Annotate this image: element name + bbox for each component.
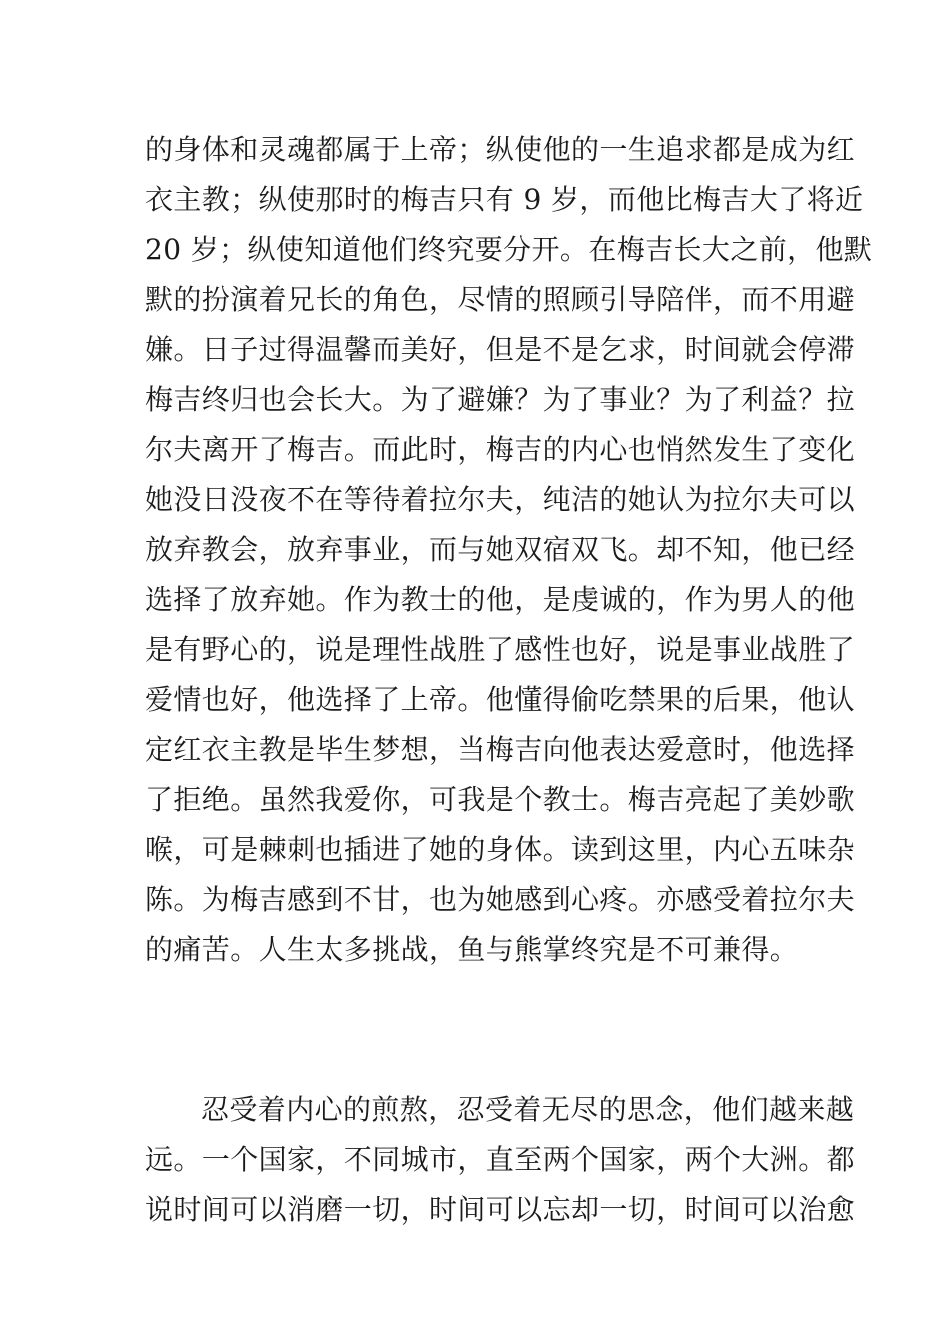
text-line: 的身体和灵魂都属于上帝；纵使他的一生追求都是成为红	[145, 133, 856, 166]
text-line: 定红衣主教是毕生梦想，当梅吉向他表达爱意时，他选择	[145, 733, 856, 766]
text-line: 是有野心的，说是理性战胜了感性也好，说是事业战胜了	[145, 633, 856, 666]
text-line: 20 岁；纵使知道他们终究要分开。在梅吉长大之前，他默	[145, 233, 873, 266]
text-line: 尔夫离开了梅吉。而此时，梅吉的内心也悄然发生了变化	[145, 433, 856, 466]
text-line: 远。一个国家，不同城市，直至两个国家，两个大洲。都	[145, 1143, 856, 1176]
text-line: 放弃教会，放弃事业，而与她双宿双飞。却不知，他已经	[145, 533, 856, 566]
text-line: 的痛苦。人生太多挑战，鱼与熊掌终究是不可兼得。	[145, 933, 799, 966]
text-line: 她没日没夜不在等待着拉尔夫，纯洁的她认为拉尔夫可以	[145, 483, 856, 516]
text-line: 喉，可是棘刺也插进了她的身体。读到这里，内心五味杂	[145, 833, 856, 866]
text-line: 衣主教；纵使那时的梅吉只有 9 岁，而他比梅吉大了将近	[145, 183, 864, 216]
text-line: 了拒绝。虽然我爱你，可我是个教士。梅吉亮起了美妙歌	[145, 783, 856, 816]
text-line: 陈。为梅吉感到不甘，也为她感到心疼。亦感受着拉尔夫	[145, 883, 856, 916]
text-line: 选择了放弃她。作为教士的他，是虔诚的，作为男人的他	[145, 583, 856, 616]
text-line: 说时间可以消磨一切，时间可以忘却一切，时间可以治愈	[145, 1193, 856, 1226]
text-line: 梅吉终归也会长大。为了避嫌？为了事业？为了利益？拉	[145, 383, 856, 416]
text-line: 爱情也好，他选择了上帝。他懂得偷吃禁果的后果，他认	[145, 683, 856, 716]
text-line: 嫌。日子过得温馨而美好，但是不是乞求，时间就会停滞	[145, 333, 856, 366]
text-line: 默的扮演着兄长的角色，尽情的照顾引导陪伴，而不用避	[145, 283, 856, 316]
text-line: 忍受着内心的煎熬，忍受着无尽的思念，他们越来越	[201, 1093, 855, 1126]
